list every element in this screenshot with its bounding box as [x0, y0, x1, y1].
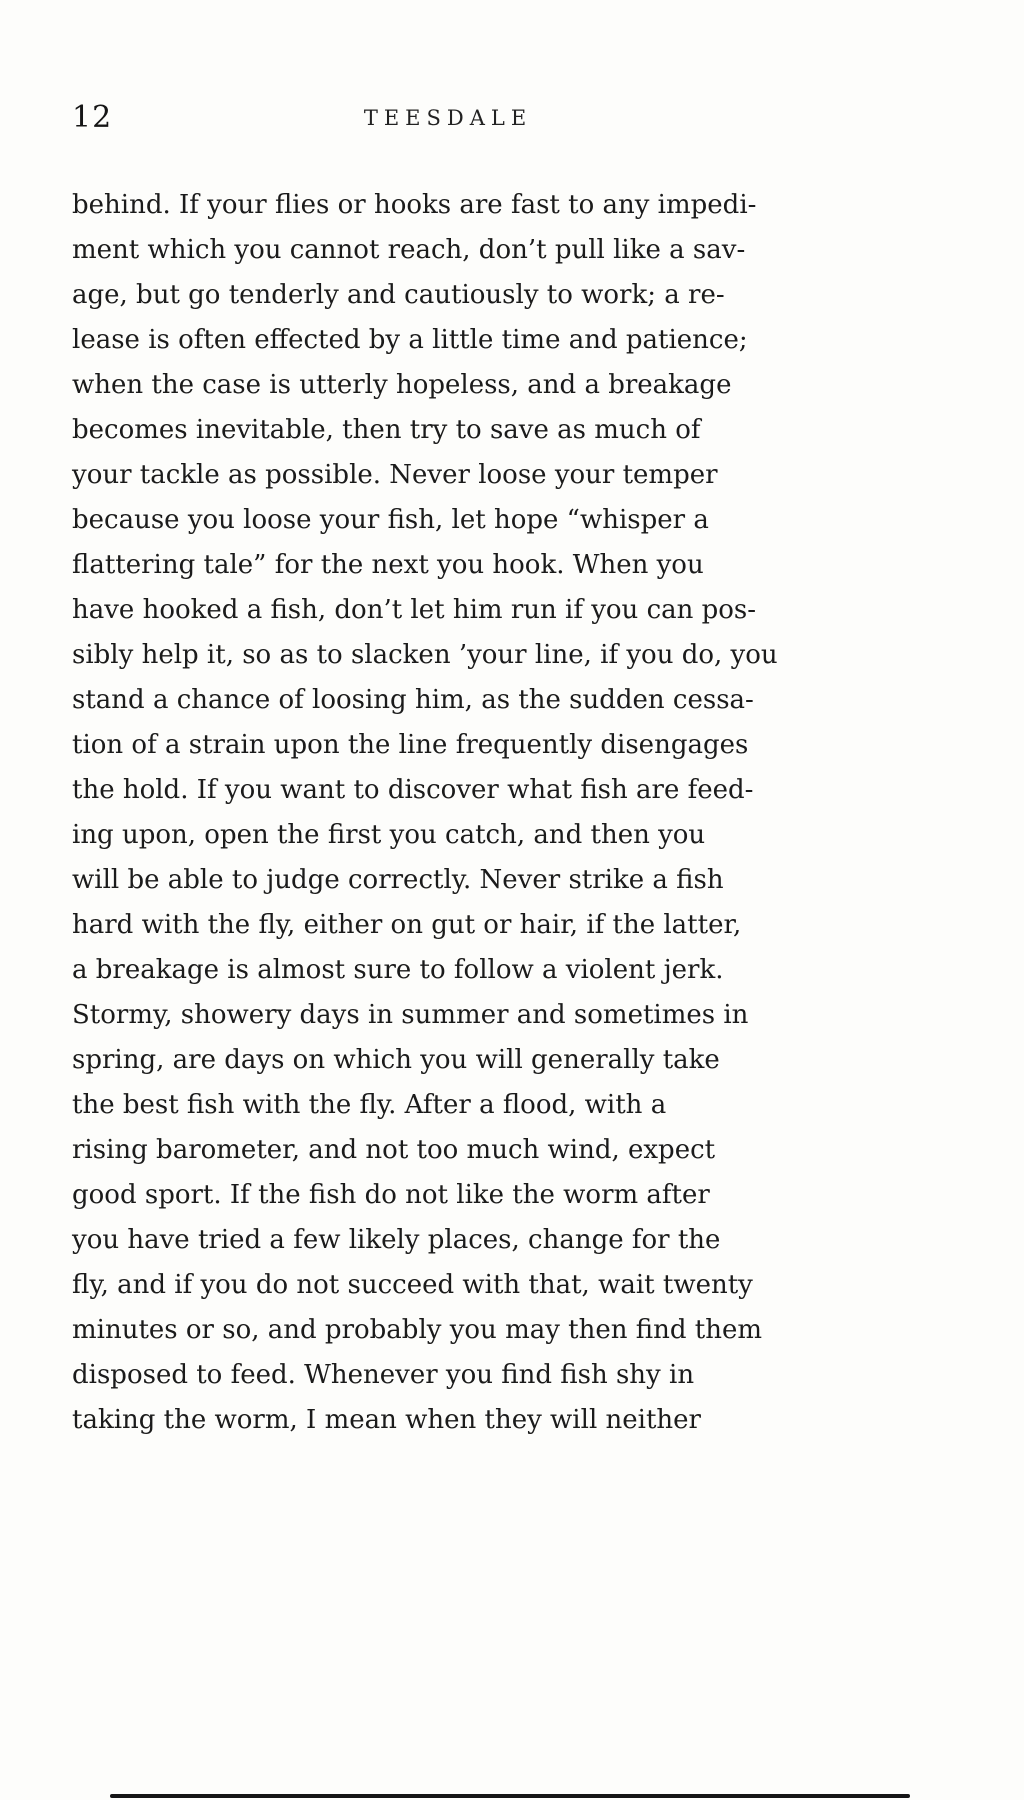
text-line: disposed to feed. Whenever you find fish shy in	[72, 1360, 695, 1390]
text-line: age, but go tenderly and cautiously to work; a re-	[72, 280, 725, 310]
text-line: sibly help it, so as to slacken ’your line, if you do, you	[72, 640, 778, 670]
text-line: taking the worm, I mean when they will neither	[72, 1405, 701, 1435]
text-line: ment which you cannot reach, don’t pull like a sav-	[72, 235, 746, 265]
text-line: have hooked a fish, don’t let him run if you can pos-	[72, 595, 757, 625]
text-line: stand a chance of loosing him, as the sudden cessa-	[72, 685, 754, 715]
text-line: hard with the fly, either on gut or hair, if the latter,	[72, 910, 742, 940]
text-line: tion of a strain upon the line frequently disengages	[72, 730, 749, 760]
text-line: ing upon, open the first you catch, and then you	[72, 820, 706, 850]
page-header	[72, 100, 824, 140]
scan-edge-artifact	[110, 1794, 910, 1798]
text-line: your tackle as possible. Never loose your temper	[72, 460, 718, 490]
text-line: will be able to judge correctly. Never strike a fish	[72, 865, 724, 895]
text-line: flattering tale” for the next you hook. When you	[72, 550, 704, 580]
text-line: rising barometer, and not too much wind, expect	[72, 1135, 716, 1165]
running-title: TEESDALE	[363, 106, 533, 130]
text-line: a breakage is almost sure to follow a violent jerk.	[72, 955, 724, 985]
text-line: good sport. If the fish do not like the worm after	[72, 1180, 710, 1210]
text-line: behind. If your flies or hooks are fast to any impedi-	[72, 190, 757, 220]
text-line: minutes or so, and probably you may then find them	[72, 1315, 762, 1345]
text-line: fly, and if you do not succeed with that, wait twenty	[72, 1270, 753, 1300]
text-line: because you loose your fish, let hope “whisper a	[72, 505, 709, 535]
text-line: spring, are days on which you will generally take	[72, 1045, 720, 1075]
page-number: 12	[72, 100, 113, 135]
text-line: lease is often effected by a little time and patience;	[72, 325, 748, 355]
page-body	[72, 183, 824, 1443]
text-line: you have tried a few likely places, change for the	[72, 1225, 721, 1255]
text-line: becomes inevitable, then try to save as much of	[72, 415, 701, 445]
text-line: the best fish with the fly. After a flood, with a	[72, 1090, 667, 1120]
text-line: when the case is utterly hopeless, and a breakage	[72, 370, 732, 400]
text-line: the hold. If you want to discover what fish are feed-	[72, 775, 754, 805]
text-line: Stormy, showery days in summer and sometimes in	[72, 1000, 749, 1030]
